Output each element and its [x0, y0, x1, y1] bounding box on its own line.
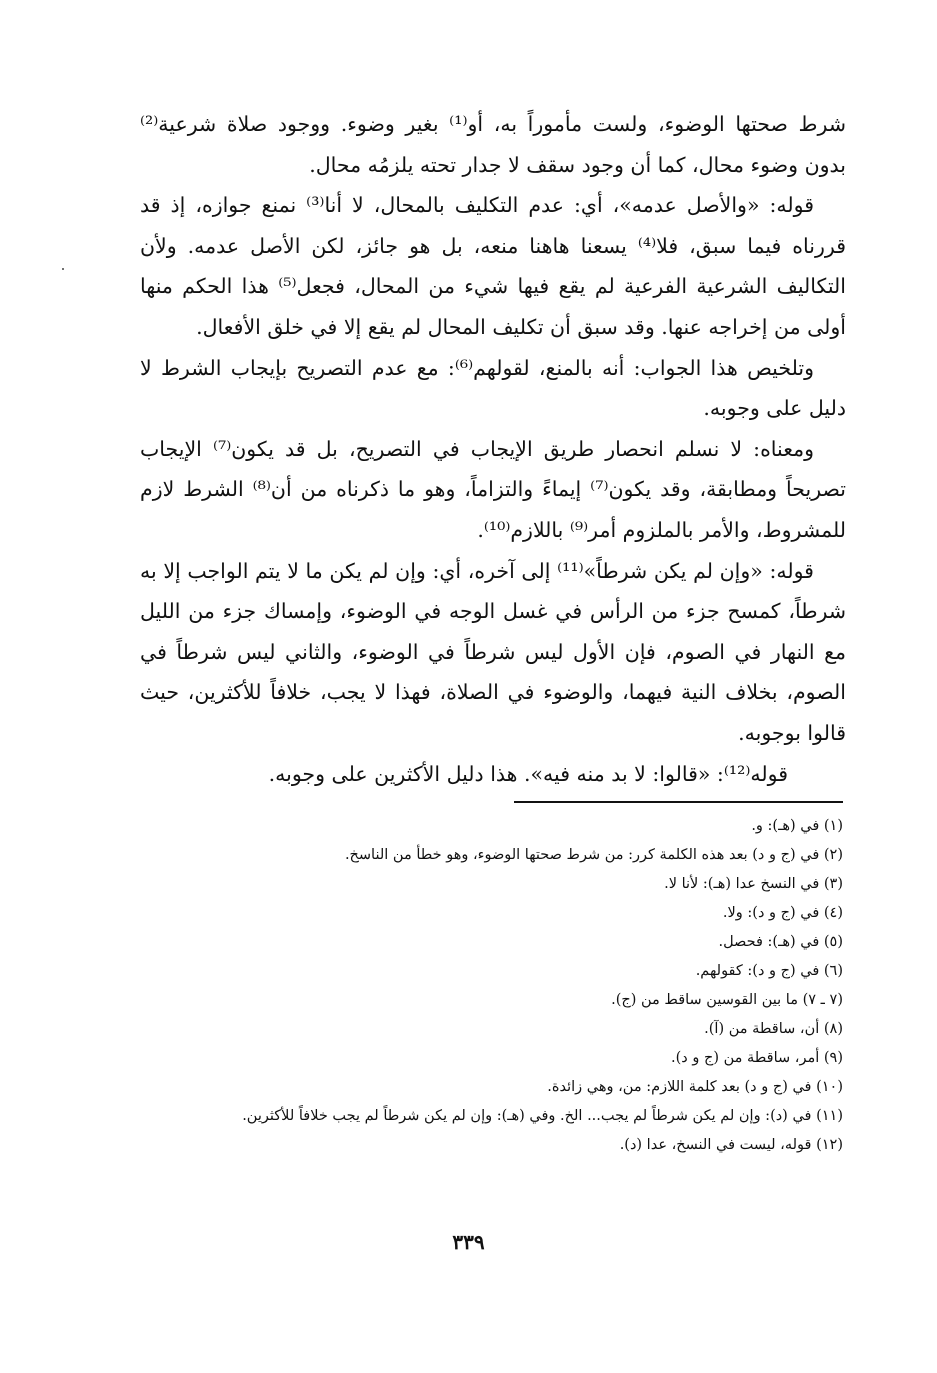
- footnote-8: (٨) أن، ساقطة من (آ).: [704, 1021, 843, 1037]
- footnote-5: (٥) في (هـ): فحصل.: [718, 934, 843, 950]
- paragraph-qalu: قوله⁽¹²⁾: «قالوا: لا بد منه فيه». هذا دليل الأكثرين على وجوبه.: [268, 761, 788, 786]
- paragraph-manahu: ومعناه: لا نسلم انحصار طريق الإيجاب في التصريح، بل قد يكون⁽⁷⁾ الإيجاب تصريحاً ومطابقة، وقد يكون⁽⁷⁾ إيماءً والتزاماً، وهو ما ذكرناه من أن⁽⁸⁾ الشرط لازم للمشروط، والأمر بالملزوم أمر⁽⁹⁾ باللازم⁽¹⁰⁾.: [140, 436, 846, 542]
- footnotes: [135, 812, 843, 1160]
- paragraph-continuation: شرط صحتها الوضوء، ولست مأموراً به، أو⁽¹⁾ بغير وضوء. ووجود صلاة شرعية⁽²⁾ بدون وضوء محال، كما أن وجود سقف لا جدار تحته يلزمُه محال.: [140, 112, 847, 177]
- paragraph-in-lam-yakun-shartan: قوله: «وإن لم يكن شرطاً»⁽¹¹⁾ إلى آخره، أي: وإن لم يكن ما لا يتم الواجب إلا به شرطاً، كمسح جزء من الرأس في غسل الوجه في الوضوء، وإمساك جزء من الليل مع النهار في الصوم، فإن الأول ليس شرطاً في الوضوء، والثاني ليس شرطاً في الصوم، بخلاف النية فيهما، والوضوء في الصلاة، فهذا لا يجب، خلافاً للأكثرين، حيث قالوا بوجوبه.: [140, 558, 846, 745]
- footnote-4: (٤) في (ج و د): ولا.: [722, 905, 843, 921]
- footnote-1: (١) في (هـ): و.: [751, 818, 843, 834]
- page-number: ٣٣٩: [452, 1230, 485, 1254]
- footnote-9: (٩) أمر، ساقطة من (ج و د).: [671, 1050, 843, 1066]
- footnote-11: (١١) في (د): وإن لم يكن شرطاً لم يجب... الخ. وفي (هـ): وإن لم يكن شرطاً لم يجب خلافاً للأكثرين.: [242, 1108, 843, 1124]
- footnote-2: (٢) في (ج و د) بعد هذه الكلمة كرر: من شرط صحتها الوضوء، وهو خطأ من الناسخ.: [344, 847, 843, 863]
- paragraph-asl-adamuh: قوله: «والأصل عدمه»، أي: عدم التكليف بالمحال، لا أنا⁽³⁾ نمنع جوازه، إذ قد قررناه فيما سبق، فلا⁽⁴⁾ يسعنا هاهنا منعه، بل هو جائز، لكن الأصل عدمه. ولأن التكاليف الشرعية الفرعية لم يقع فيها شيء من المحال، فجعل⁽⁵⁾ هذا الحكم منها أولى من إخراجه عنها. وقد سبق أن تكليف المحال لم يقع إلا في خلق الأفعال.: [140, 193, 846, 339]
- footnote-separator: [514, 801, 843, 803]
- footnote-12: (١٢) قوله، ليست في النسخ، عدا (د).: [619, 1137, 843, 1153]
- footnote-10: (١٠) في (ج و د) بعد كلمة اللازم: من، وهي زائدة.: [547, 1079, 843, 1095]
- paragraph-talkhis: وتلخيص هذا الجواب: أنه بالمنع، لقولهم⁽⁶⁾: مع عدم التصريح بإيجاب الشرط لا دليل على وجوبه.: [140, 355, 846, 421]
- scan-speck: [62, 268, 64, 270]
- main-text: [140, 104, 846, 794]
- footnote-7: (٧ ـ ٧) ما بين القوسين ساقط من (ج).: [611, 992, 843, 1008]
- footnote-3: (٣) في النسخ عدا (هـ): لأنا لا.: [664, 876, 843, 892]
- footnote-6: (٦) في (ج و د): كقولهم.: [695, 963, 843, 979]
